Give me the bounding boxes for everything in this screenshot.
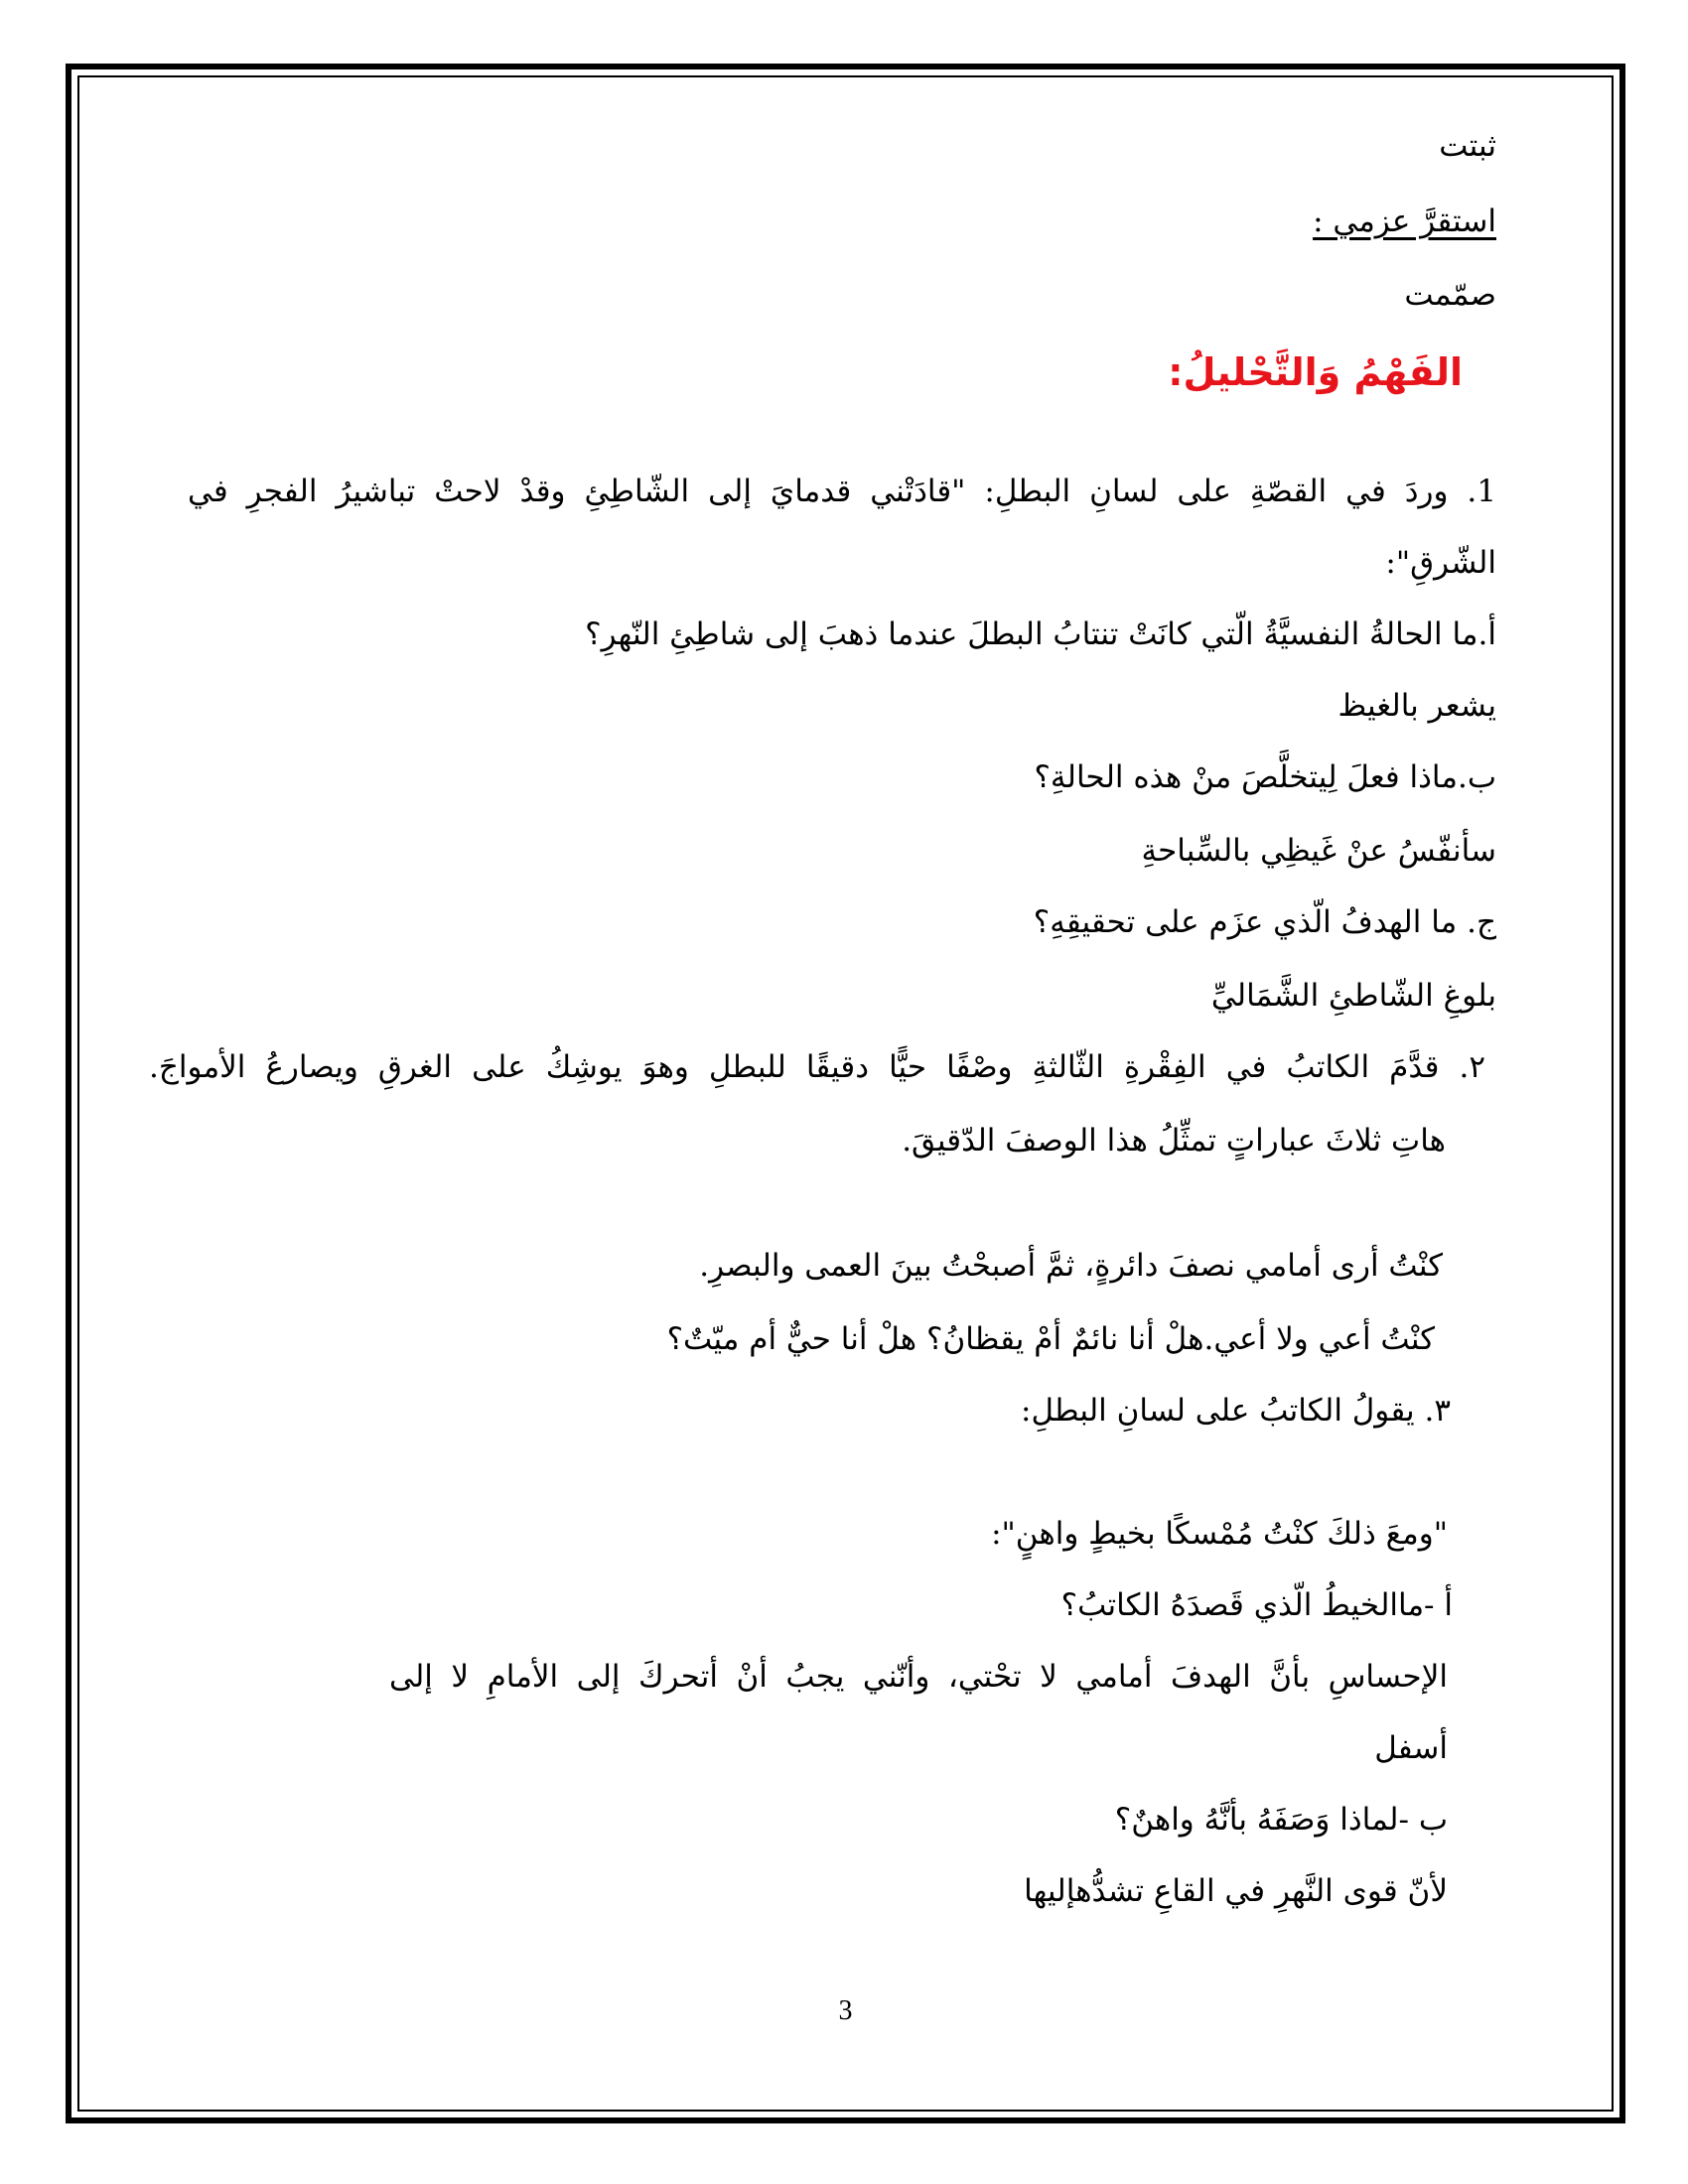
q1-answer-c: بلوغِ الشّاطئِ الشَّمَاليِّ <box>1210 978 1496 1014</box>
q3-answer-b: لأنّ قوى النَّهرِ في القاعِ تشدُّهإليها <box>1024 1873 1448 1909</box>
q1-answer-a: يشعر بالغيظ <box>1337 688 1496 724</box>
vocab-line-2: استقرَّ عزمي : <box>1313 204 1496 239</box>
q2-question: ٢. قدَّمَ الكاتبُ في الفِقْرةِ الثّالثةِ وصْفًا حيًّا دقيقًا للبطلِ وهوَ يوشِكُ على الغرقِ ويصارعُ الأمواجَ. <box>149 1049 1485 1085</box>
page-number: 3 <box>838 1995 853 2026</box>
q1-intro-line-2: الشّرقِ": <box>1385 545 1496 581</box>
q2-instruction: هاتِ ثلاثَ عباراتٍ تمثِّلُ هذا الوصفَ الدّقيقَ. <box>902 1123 1446 1159</box>
document-page <box>79 77 1612 2110</box>
q1-intro-line-1: 1. وردَ في القصّةِ على لسانِ البطلِ: "قادَتْني قدمايَ إلى الشّاطِئِ وقدْ لاحتْ تباشيرُ الفجرِ في <box>188 474 1496 509</box>
q1-question-c: ج. ما الهدفُ الّذي عزَم على تحقيقِهِ؟ <box>1033 904 1496 940</box>
q3-quote: "ومعَ ذلكَ كنْتُ مُمْسكًا بخيطٍ واهنٍ": <box>991 1516 1448 1552</box>
vocab-line-1: ثبتت <box>1439 128 1496 164</box>
q3-question-a: أ -ماالخيطُ الّذي قَصدَهُ الكاتبُ؟ <box>1060 1587 1453 1623</box>
q1-answer-b: سأنفّسُ عنْ غَيظِي بالسِّباحةِ <box>1141 833 1496 869</box>
section-title: الفَهْمُ وَالتَّحْليلُ: <box>1168 350 1463 394</box>
q2-answer-2: كنْتُ أعي ولا أعي.هلْ أنا نائمٌ أمْ يقظانُ؟ هلْ أنا حيٌّ أم ميّتٌ؟ <box>666 1321 1435 1357</box>
q1-question-a: أ.ما الحالةُ النفسيَّةُ الّتي كانَتْ تنتابُ البطلَ عندما ذهبَ إلى شاطِئِ النّهرِ؟ <box>585 616 1496 652</box>
q2-answer-1: كنْتُ أرى أمامي نصفَ دائرةٍ، ثمَّ أصبحْتُ بينَ العمى والبصرِ. <box>699 1248 1443 1284</box>
q3-answer-a-line-1: الإحساسِ بأنَّ الهدفَ أمامي لا تحْتي، وأنّني يجبُ أنْ أتحركَ إلى الأمامِ لا إلى <box>389 1659 1448 1695</box>
q3-intro: ٣. يقولُ الكاتبُ على لسانِ البطلِ: <box>1021 1393 1451 1429</box>
q3-answer-a-line-2: أسفل <box>1374 1730 1448 1766</box>
vocab-line-3: صمّمت <box>1404 277 1496 313</box>
q1-question-b: ب.ماذا فعلَ لِيتخلَّصَ منْ هذه الحالةِ؟ <box>1034 759 1496 795</box>
q3-question-b: ب -لماذا وَصَفَهُ بأنَّهُ واهنٌ؟ <box>1114 1802 1448 1838</box>
